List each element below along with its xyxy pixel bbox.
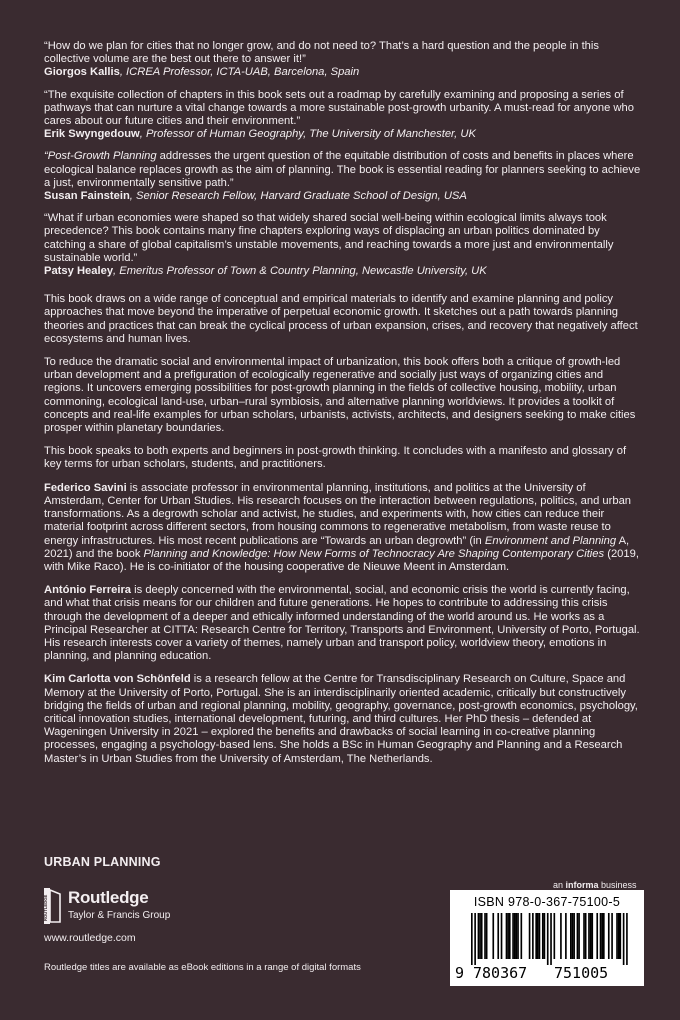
barcode-bar [529, 913, 531, 959]
barcode-bar [583, 913, 585, 959]
publisher-name: Routledge [68, 888, 149, 907]
barcode-bar [471, 913, 473, 965]
quote-author: Susan Fainstein [44, 190, 130, 203]
isbn-label: ISBN 978-0-367-75100-5 [473, 895, 621, 909]
barcode-bars [463, 913, 633, 965]
barcode-bar [572, 913, 574, 959]
barcode-bar [596, 913, 598, 959]
barcode-bar [478, 913, 480, 959]
quote-affiliation: , ICREA Professor, ICTA-UAB, Barcelona, Spain [119, 66, 360, 79]
quote-text: “How do we plan for cities that no longer grow, and do not need to? That’s a hard question and the people in this collective volume are the best out there to answer it!” [44, 40, 599, 66]
barcode-bar [539, 913, 541, 959]
barcode-bar [509, 913, 511, 959]
barcode-bar [532, 913, 534, 959]
barcode-bar [616, 913, 618, 959]
endorsement-quote [44, 40, 642, 80]
endorsement-quote [44, 89, 642, 142]
barcode-bar [537, 913, 539, 959]
barcode-bar [590, 913, 592, 959]
quote-book-title: “Post-Growth Planning [44, 150, 157, 163]
barcode-bar [620, 913, 622, 959]
barcode-bar [544, 913, 546, 959]
author-name: António Ferreira [44, 584, 132, 597]
barcode-bar [588, 913, 590, 959]
endorsement-quote [44, 150, 642, 203]
quote-author: Erik Swyngedouw [44, 128, 140, 141]
barcode-bar [486, 913, 488, 959]
quote-affiliation: , Emeritus Professor of Town & Country Planning, Newcastle University, UK [113, 265, 487, 278]
barcode-bar [492, 913, 494, 959]
barcode-bar [565, 913, 567, 959]
barcode-bar [507, 913, 509, 959]
quote-author: Giorgos Kallis [44, 66, 120, 79]
barcode-bar [516, 913, 518, 959]
quote-text: addresses the urgent question of the equitable distribution of costs and benefits in places where ecological balance replaces growth as the aim of planning. The book is essential reading for planners seeking to achieve a just, environmentally sensitive path.” [44, 150, 641, 189]
description-paragraph: This book draws on a wide range of conceptual and empirical materials to identify and examine planning and policy approaches that move beyond the imperative of perpetual economic growth. It sketches out a path towards planning theories and practices that can break the cyclical process of urban expansion, crises, and recovery that negatively affect ecosystems and human lives. [44, 293, 638, 345]
publisher-website[interactable]: www.routledge.com [44, 932, 136, 944]
barcode-bar [585, 913, 587, 959]
barcode-bar [591, 913, 593, 959]
barcode-bar [626, 913, 628, 965]
isbn-barcode: ISBN 978-0-367-75100-5 9 780367 751005 [450, 890, 644, 986]
barcode-bar [547, 913, 549, 965]
barcode-bar [481, 913, 483, 959]
barcode-bar [554, 913, 556, 959]
barcode-bar [501, 913, 503, 959]
barcode-bar [600, 913, 602, 959]
description-paragraph: To reduce the dramatic social and environmental impact of urbanization, this book offers both a critique of growth-led urban development and a prefiguration of ecologically regenerative and socially just ways of organizing cities and regions. It uncovers emerging possibilities for post-growth planning in the fields of collective housing, mobility, urban commoning, ecological land-use, urban–rural symbiosis, and alternative planning worldviews. It provides a toolkit of concepts and real-life examples for urban scholars, urbanists, activists, architects, and designers seeking to make cities prosper within planetary boundaries. [44, 356, 636, 435]
quote-author: Patsy Healey [44, 265, 114, 278]
barcode-bar [479, 913, 481, 959]
subject-category: URBAN PLANNING [44, 855, 161, 869]
back-cover-text [44, 40, 642, 776]
author-name: Federico Savini [44, 481, 127, 494]
barcode-bar [514, 913, 516, 959]
barcode-bar [603, 913, 605, 959]
quote-text: “What if urban economies were shaped so that widely shared social well-being within ecological limits always took precedence? This book contains many fine chapters exploring ways of displacing an urban politics dominated by catching a share of global capitalism’s unstable movements, and reaching towards a more just and environmentally sustainable world.” [44, 212, 614, 264]
barcode-bar [577, 913, 579, 959]
barcode-bar [512, 913, 514, 959]
barcode-bar [497, 913, 499, 959]
quote-affiliation: , Professor of Human Geography, The University of Manchester, UK [139, 128, 476, 141]
description-paragraph: This book speaks to both experts and beginners in post-growth thinking. It concludes with a manifesto and glossary of key terms for urban scholars, students, and practitioners. [44, 445, 627, 471]
barcode-bar [578, 913, 580, 959]
barcode-bar [542, 913, 544, 959]
barcode-bar [601, 913, 603, 959]
barcode-bar [570, 913, 572, 959]
barcode-bar [560, 913, 562, 959]
quote-text: “The exquisite collection of chapters in this book sets out a roadmap by carefully examining and proposing a series of pathways that can nurture a vital change towards a more sustainable post-growth urbanity. A must-read for anyone who cares about our future cities and their environment.” [44, 88, 634, 128]
author-name: Kim Carlotta von Schönfeld [44, 673, 191, 686]
barcode-bar [521, 913, 523, 959]
barcode-bar [550, 913, 552, 965]
author-bio: Kim Carlotta von Schönfeld is a research fellow at the Centre for Transdisciplinary Research on Culture, Space and Memory at the University of Porto, Portugal. She is an interdisciplinarily oriented academic, critically but constructively bridging the fields of urban and regional planning, mobility, geography, governance, post-growth economics, psychology, critical innovation studies, international development, futuring, and third cultures. Her PhD thesis – defended at Wageningen University in 2021 – explored the benefits and drawbacks of social learning in co-creative planning processes, engaging a psychology-based lens. She holds a BSc in Human Geography and Planning and a Research Master’s in Urban Studies from the University of Amsterdam, The Netherlands. [44, 673, 638, 765]
barcode-bar [506, 913, 508, 959]
publisher-group: Taylor & Francis Group [68, 910, 171, 921]
informa-business-tag: an informa business [553, 880, 637, 890]
svg-text:ROUTLEDGE: ROUTLEDGE [43, 894, 48, 921]
author-bio: António Ferreira is deeply concerned with the environmental, social, and economic crisis the world is currently facing, and what that crisis means for our children and future generations. He hopes to contribute to addressing this crisis through the development of a deeper and ethically informed understanding of the world around us. He works as a Principal Researcher at CITTA: Research Centre for Territory, Transports and Environment, University of Porto, Portugal. His research interests cover a variety of themes, namely urban and transport policy, worldview theory, emotions in planning, and planning education. [44, 584, 640, 663]
quote-affiliation: , Senior Research Fellow, Harvard Graduate School of Design, USA [129, 190, 467, 203]
barcode-bar [623, 913, 625, 965]
barcode-bar [535, 913, 537, 959]
barcode-bar [618, 913, 620, 959]
barcode-bar [573, 913, 575, 959]
barcode-bar [611, 913, 613, 959]
barcode-bar [474, 913, 476, 965]
routledge-spine-icon [44, 888, 62, 924]
barcode-bar [484, 913, 486, 959]
barcode-bar [608, 913, 610, 959]
endorsement-quote [44, 212, 642, 278]
ebook-note: Routledge titles are available as eBook editions in a range of digital formats [44, 962, 361, 973]
author-bio: Federico Savini is associate professor in environmental planning, institutions, and politics at the University of Amsterdam, Center for Urban Studies. His research focuses on the interaction between regulations, politics, and urban transformations. As a degrowth scholar and activist, he studies, and experiments with, how cities can reduce their material footprint across different sectors, from housing commons to regenerative metabolism, from waste reuse to energy infrastructures. His most recent publications are “Towards an urban degrowth” (in Environment and Planning A, 2021) and the book Planning and Knowledge: How New Forms of Technocracy Are Shaping Contemporary Cities (2019, with Mike Raco). He is co-initiator of the housing cooperative de Nieuwe Meent in Amsterdam. [44, 481, 639, 573]
barcode-bar [517, 913, 519, 959]
